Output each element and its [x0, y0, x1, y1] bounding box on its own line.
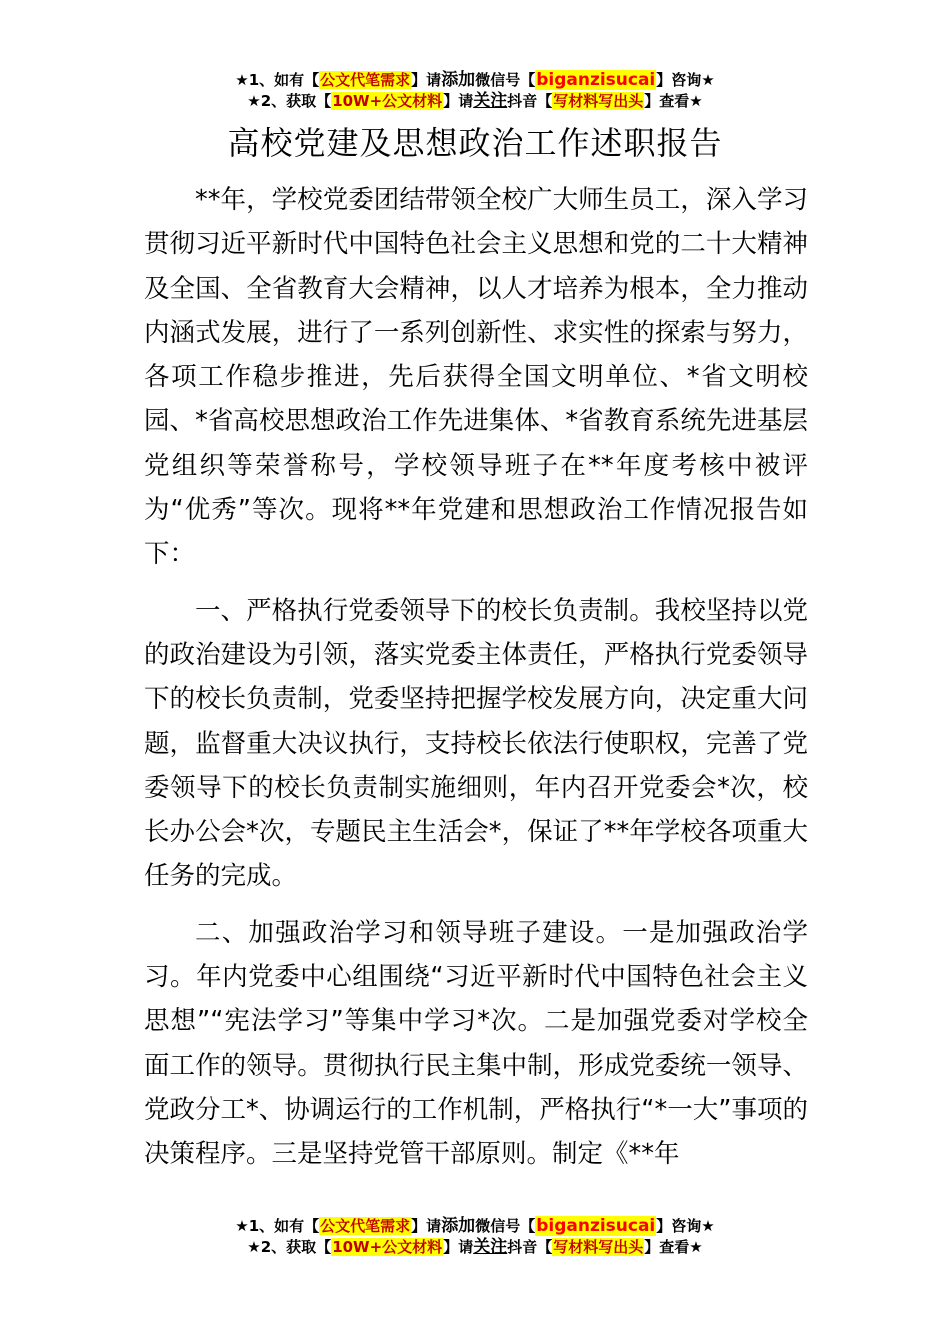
- highlight-service: 公文代笔需求: [320, 1217, 411, 1235]
- highlight-materials: 10W+公文材料: [332, 92, 443, 110]
- highlight-service: 公文代笔需求: [320, 71, 411, 89]
- banner-line-2: ★2、获取【10W+公文材料】请关注抖音【写材料写出头】查看★: [247, 91, 703, 111]
- paragraph-intro: **年，学校党委团结带领全校广大师生员工，深入学习贯彻习近平新时代中国特色社会主义思想和党的二十大精神及全国、全省教育大会精神，以人才培养为根本，全力推动内涵式发展，进行了一系列创新性、求实性的探索与努力，各项工作稳步推进，先后获得全国文明单位、*省文明校园、*省高校思想政治工作先进集体、*省教育系统先进基层党组织等荣誉称号，学校领导班子在**年度考核中被评为“优秀”等次。现将**年党建和思想政治工作情况报告如下：: [144, 185, 808, 570]
- banner-line-2: ★2、获取【10W+公文材料】请关注抖音【写材料写出头】查看★: [247, 1237, 703, 1257]
- highlight-wechat-id: biganzisucai: [536, 1216, 656, 1236]
- document-body: [144, 178, 808, 1189]
- highlight-wechat-id: biganzisucai: [536, 70, 656, 90]
- paragraph-section-2: 二、加强政治学习和领导班子建设。一是加强政治学习。年内党委中心组围绕“习近平新时代中国特色社会主义思想”“宪法学习”等集中学习*次。二是加强党委对学校全面工作的领导。贯彻执行民主集中制，形成党委统一领导、党政分工*、协调运行的工作机制，严格执行“*一大”事项的决策程序。三是坚持党管干部原则。制定《**年: [144, 917, 808, 1170]
- paragraph-section-1: 一、严格执行党委领导下的校长负责制。我校坚持以党的政治建设为引领，落实党委主体责任，严格执行党委领导下的校长负责制，党委坚持把握学校发展方向，决定重大问题，监督重大决议执行，支持校长依法行使职权，完善了党委领导下的校长负责制实施细则，年内召开党委会*次，校长办公会*次，专题民主生活会*，保证了**年学校各项重大任务的完成。: [144, 595, 808, 892]
- highlight-douyin: 写材料写出头: [553, 92, 644, 110]
- header-banner: [0, 70, 950, 112]
- banner-line-1: ★1、如有【公文代笔需求】请添加微信号【biganzisucai】咨询★: [235, 1216, 715, 1236]
- highlight-materials: 10W+公文材料: [332, 1238, 443, 1256]
- highlight-douyin: 写材料写出头: [553, 1238, 644, 1256]
- footer-banner: [0, 1216, 950, 1258]
- document-title: 高校党建及思想政治工作述职报告: [227, 124, 723, 162]
- banner-line-1: ★1、如有【公文代笔需求】请添加微信号【biganzisucai】咨询★: [235, 70, 715, 90]
